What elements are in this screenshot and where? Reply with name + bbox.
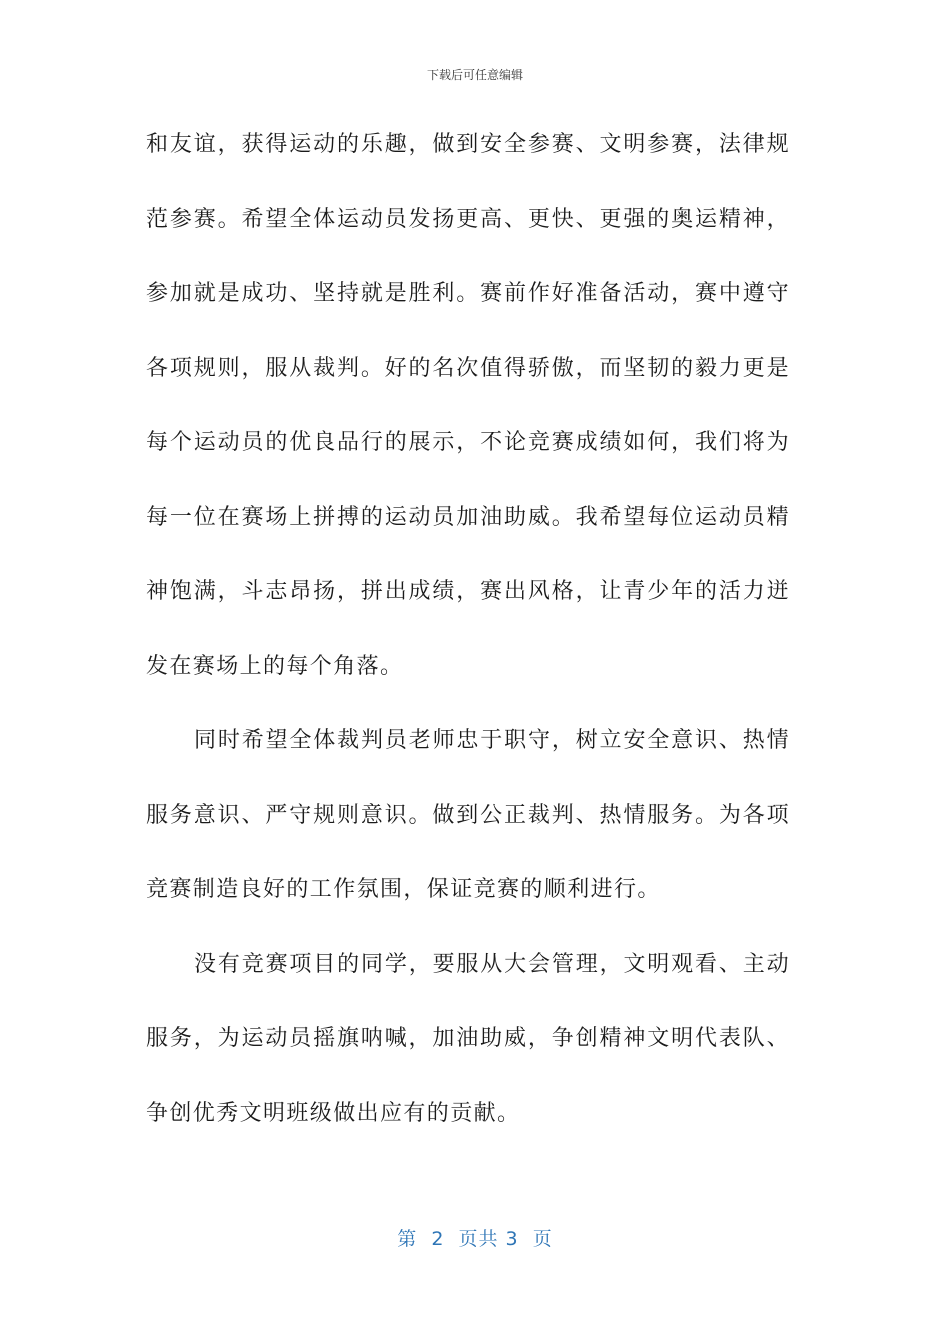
text-line: 争创优秀文明班级做出应有的贡献。 <box>146 1100 521 1126</box>
text-line: 服务意识、严守规则意识。做到公正裁判、热情服务。为各项 <box>146 802 790 828</box>
text-line: 和友谊，获得运动的乐趣，做到安全参赛、文明参赛，法律规 <box>146 132 790 157</box>
text-line: 每一位在赛场上拼搏的运动员加油助威。我希望每位运动员精 <box>146 504 790 530</box>
text-line: 发在赛场上的每个角落。 <box>146 653 404 679</box>
text-line: 参加就是成功、坚持就是胜利。赛前作好准备活动，赛中遵守 <box>146 281 790 306</box>
page-number: 第 2 页共 3 页 <box>397 1228 553 1250</box>
text-line: 神饱满，斗志昂扬，拼出成绩，赛出风格，让青少年的活力迸 <box>146 579 790 604</box>
text-line: 服务，为运动员摇旗呐喊，加油助威，争创精神文明代表队、 <box>146 1026 790 1051</box>
document-body <box>146 122 790 1165</box>
text-line: 每个运动员的优良品行的展示，不论竞赛成绩如何，我们将为 <box>146 430 790 455</box>
text-line: 竞赛制造良好的工作氛围，保证竞赛的顺利进行。 <box>146 877 661 902</box>
paragraph-start-line: 没有竞赛项目的同学，要服从大会管理，文明观看、主动 <box>194 951 790 977</box>
download-note: 下载后可任意编辑 <box>426 68 523 82</box>
text-line: 范参赛。希望全体运动员发扬更高、更快、更强的奥运精神， <box>146 206 790 232</box>
paragraph-start-line: 同时希望全体裁判员老师忠于职守，树立安全意识、热情 <box>194 728 790 753</box>
text-line: 各项规则，服从裁判。好的名次值得骄傲，而坚韧的毅力更是 <box>146 355 790 381</box>
